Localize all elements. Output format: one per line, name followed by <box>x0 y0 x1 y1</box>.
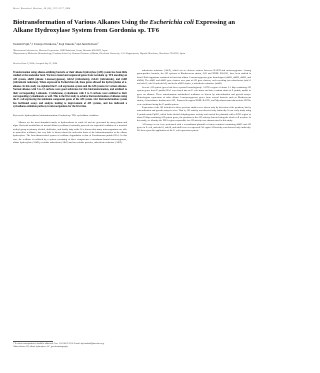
left-column <box>13 71 127 144</box>
keywords-text: hydroxylation; biotransformation; Gordonia sp. TF6; cycloalkane oxidation <box>24 113 99 117</box>
affiliations <box>13 49 248 55</box>
body-paragraph-1: mbredoxin reductase (AlkT), which act as electron carriers between NADH and monooxygenase. Among gram-positive bacteria, the AH systems of Rhodococcus strains, Q15 and NRRL B-16531, have been studied in detail. Both organisms contained at least four alkane 1-monooxygenase gene homologues (alkB1, alkB2, alkB3, and alkB4). The alkB1 and alkB2 gene clusters were part of AH gene clusters, each encoding two rubredoxins (rubA1 and rubA2, rubA3 and rubA4), and in the alkB1 cluster, a rubredoxin reductase (rubB). <box>137 69 251 86</box>
footnotes <box>13 343 127 349</box>
title-part-2: Expressing an Alkane Hydroxylase System from Gordonia sp. TF6 <box>13 19 236 35</box>
footnote-correspondence: † To whom correspondence should be addressed. Fax: +81-538-37-2110; E-mail: fujii-tadashi@mercian.co.jp <box>13 343 105 345</box>
author-list: Tadashi Fujii,¹,† Tatsuya Narikawa,² Koji Takeda,¹ and Junichi Kato² <box>13 42 99 46</box>
title-italic: Escherichia coli <box>149 19 194 26</box>
affiliation-2: ²Department of Molecular Biotechnology, Graduate School of Advanced Sciences of Matter, Hiroshima University, 1-3-1 Kagamiyama, Higashi-Hiroshima, Hiroshima 739-8530, Japan <box>13 52 186 56</box>
abstract: Transformation using alkane-oxidizing bacteria or their alkane hydroxylase (AH) system has been little studied at the molecular level. We have cloned and sequenced genes from Gordonia sp. TF6 encoding an AH system, alkB2 (alkane 1-monooxygenase), rubA3 (rubredoxin), rubA4 (rubredoxin), and rubB (rubredoxin reductase). When expressed in Escherichia coli, these genes allowed the hydroxylation of n-alkanes. In this study we exploited the E. coli expression system and the AH systems for various alkanes. Normal alkanes with 5 to 13 carbons were good substrates for this biotransformation, and oxidized to their corresponding 1-alkanols. Cyclohexane, cycloalkanes with 5 to 8 carbons were oxidized to their corresponding cycloalkanols as well. This is the first study to achieve biotransformation of alkanes using the E. coli expressing the minimum component genes of the AH system. Our biotransformation system has facilitated assays and analysis leading to improvement of AH systems, and has indicated a cycloalkane-oxidation pathway in microorganisms for the first time. <box>13 71 127 109</box>
journal-header: Biosci. Biotechnol. Biochem., 68 (10), 2172–2177, 2004 <box>13 8 71 10</box>
keywords-label: Key words: <box>13 113 25 117</box>
keywords <box>13 114 127 117</box>
footnote-abbreviations: Abbreviations: AH, alkane hydroxylase; GC, gas chromatography <box>13 345 68 348</box>
right-column <box>137 69 251 133</box>
paper-title <box>13 19 248 35</box>
intro-paragraph: Alkanes are the most abundant family of hydrocarbons in crude oil and are generated by many plants and algae. Bacterial metabolism of normal alkanes (n-alkanes) normally proceeds via sequential oxidation of a terminal methyl group to primary alcohol, aldehydes, and finally fatty acids. It is known that many microorganisms are able to mineralize n-alkanes, but very little is known about the molecular basis of the biotransformation of the alkane hydroxylase. The best-characterized system of n-alkane degradation is that of Pseudomonas putida GPo1. In this case, the n-alkane is oxidized by a system consisting of three components: a membrane-bound monooxygenase, alkane hydroxylase (AlkB), a soluble rubredoxin (AlkG) and two soluble proteins, rubredoxin reductase (AlkT). <box>13 120 127 145</box>
body-paragraph-3: Expression of the AH activities in these previous studies were shown only by detection of the products, but by mineralization and growth assays in vivo. That is, AH activity was detected only indirectly. In our early study using P. putida strain PpS81, which lacks alcohol dehydrogenase activity and carried the plasmids with a DNA region of about 29 kbp containing AH system genes, the products of the AH activity detected using the whole-cell reaction. In this study, we identify the DNA region responsible for AH activity was characterized in this study. <box>137 105 251 123</box>
affiliation-1: ¹Bioresource Laboratories, Mercian Corporation, 1808 Nakaizumi, Iwata, Shizuoka 438-0078, Japan <box>13 49 108 52</box>
body-paragraph-4: AH assays so far were performed with a recombinant plasmid or fusion construct containing alkB2 and AH genes in E. coli, and rubA3, rubA4, and rubB were co-expressed. We again AH activity was detected only indirectly. We then report the application of the E. coli expression system. <box>137 122 251 133</box>
body-paragraph-2: Several AH system genes had been reported homologously. A DNA region of about 5.5 kbp containing AH system genes from P. putida GPo1 was cloned into an E. coli strain and into a mutant strain of P. putida, unable to grow on alkanes. These transformants metabolized n-alkanes as shown by mineralization and growth assays. Heterologous expression of other alkane 1-monooxygenase genes from several bacteria such as Rhodococcus strains, Acinetobacter borbonensis AP1, Prauserella rugosa NRRL B-2295, and Mycobacterium tuberculosis H37Rv were confirmed using the P. putida system. <box>137 85 251 106</box>
title-part-1: Biotransformation of Various Alkanes Using the <box>13 19 150 26</box>
received-dates: Received June 9, 2004; Accepted July 22, 2004 <box>13 62 58 65</box>
